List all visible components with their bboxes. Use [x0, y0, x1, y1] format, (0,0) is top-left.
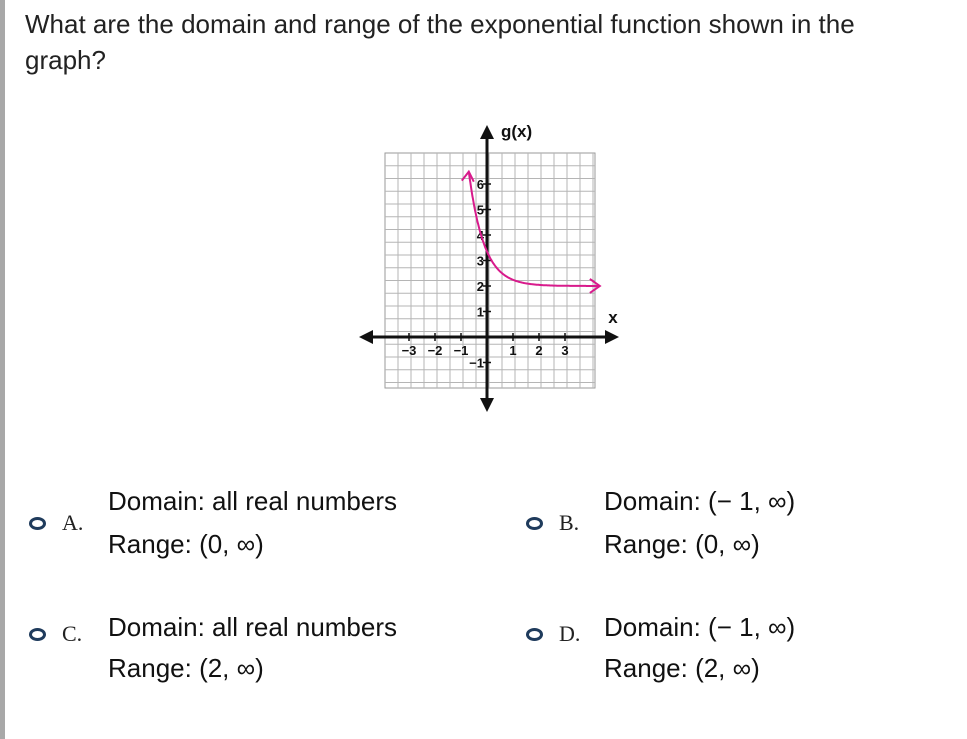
x-tick-label: −2: [427, 343, 443, 358]
choice-b-letter: B.: [559, 510, 580, 535]
choice-a[interactable]: [0, 480, 480, 570]
graph-tick-labels: [402, 177, 569, 371]
x-tick-label: 2: [535, 343, 543, 358]
y-tick-label: −1: [469, 355, 484, 371]
curve-arrow-up: [462, 172, 474, 182]
choice-d-range: Range: (2, ∞): [604, 653, 760, 683]
y-axis-arrow-up: [480, 125, 494, 139]
y-axis-arrow-down: [480, 398, 494, 412]
y-axis-label: g(x): [501, 122, 533, 141]
choice-d[interactable]: [500, 608, 920, 698]
y-tick-label: 6: [476, 177, 484, 192]
question-text: What are the domain and range of the exponential function shown in the graph?: [25, 9, 855, 75]
y-tick-label: 5: [476, 202, 484, 218]
radio-d[interactable]: [526, 628, 543, 641]
choice-a-letter: A.: [62, 510, 84, 535]
y-tick-label: 2: [476, 279, 484, 294]
x-axis-arrow-right: [605, 330, 619, 344]
x-axis-arrow-left: [359, 330, 373, 344]
choice-d-letter: D.: [559, 621, 581, 646]
x-axis-label: x: [608, 308, 618, 327]
choice-c[interactable]: [0, 608, 480, 698]
x-tick-label: −3: [401, 343, 417, 358]
x-tick-label: −1: [453, 343, 469, 358]
y-tick-label: 4: [476, 228, 484, 243]
x-tick-label: 3: [561, 343, 569, 358]
x-tick-label: 1: [509, 343, 517, 358]
choice-c-letter: C.: [62, 621, 83, 646]
radio-c[interactable]: [29, 628, 46, 641]
choice-d-domain: Domain: (− 1, ∞): [604, 612, 796, 642]
choice-b[interactable]: [500, 480, 920, 570]
choice-c-domain: Domain: all real numbers: [108, 612, 398, 642]
function-graph: [355, 115, 625, 415]
y-tick-label: 1: [476, 304, 484, 320]
choice-c-range: Range: (2, ∞): [108, 653, 264, 683]
graph-svg: [355, 115, 625, 415]
choice-b-domain: Domain: (− 1, ∞): [604, 486, 796, 516]
choice-b-range: Range: (0, ∞): [604, 529, 760, 559]
radio-b[interactable]: [526, 517, 543, 530]
choice-a-range: Range: (0, ∞): [108, 529, 264, 559]
radio-a[interactable]: [29, 517, 46, 530]
choice-a-domain: Domain: all real numbers: [108, 486, 398, 516]
y-tick-label: 3: [476, 253, 484, 269]
